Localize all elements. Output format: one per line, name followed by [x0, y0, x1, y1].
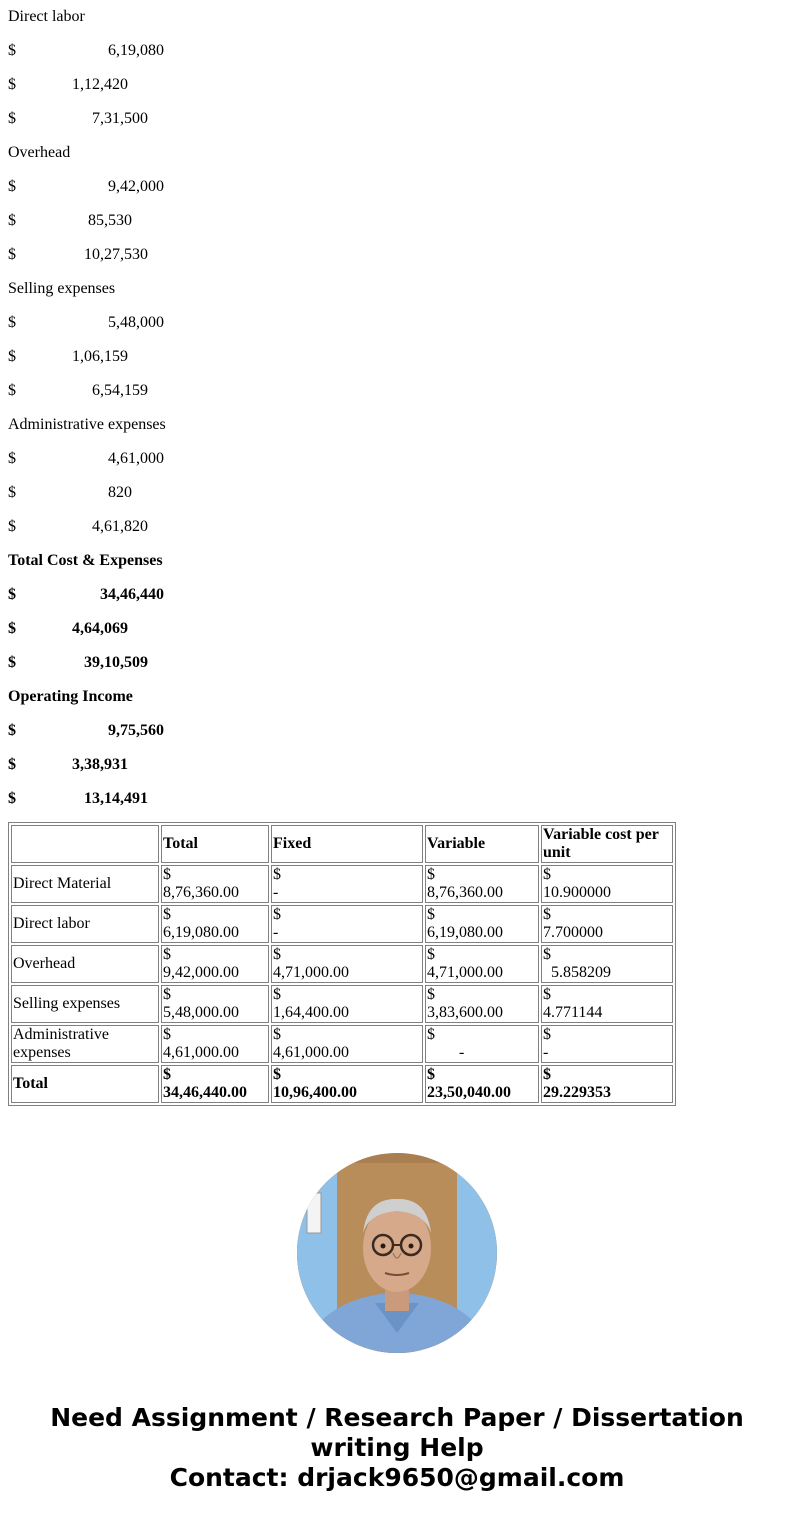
- cell-fixed: $ -: [271, 865, 423, 903]
- summary-amount-change: $ 3,38,931: [8, 756, 128, 773]
- summary-label: Administrative expenses: [8, 416, 166, 433]
- summary-block-administrative: [8, 408, 786, 544]
- summary-amount-total: $ 7,31,500: [8, 110, 148, 127]
- table-header-cell: Variable: [425, 825, 539, 863]
- contact-banner: [0, 1403, 794, 1493]
- table-header-cell: Total: [161, 825, 269, 863]
- table-header-cell: Fixed: [271, 825, 423, 863]
- cell-fixed: $ 1,64,400.00: [271, 985, 423, 1023]
- cta-line: writing Help: [310, 1433, 484, 1462]
- table-row: [11, 1025, 673, 1063]
- summary-block-overhead: [8, 136, 786, 272]
- summary-amount-fixed: $ 5,48,000: [8, 314, 164, 331]
- summary-amount-change: $ 1,06,159: [8, 348, 128, 365]
- cell-total: $ 34,46,440.00: [161, 1065, 269, 1103]
- cell-variable: $ 6,19,080.00: [425, 905, 539, 943]
- summary-label: Operating Income: [8, 688, 133, 705]
- cta-line: Need Assignment / Research Paper / Dissertation: [50, 1403, 744, 1432]
- summary-block-total-cost: [8, 544, 786, 680]
- cell-total: $ 5,48,000.00: [161, 985, 269, 1023]
- summary-amount-total: $ 4,61,820: [8, 518, 148, 535]
- summary-amount-change: $ 820: [8, 484, 132, 501]
- summary-amount-fixed: $ 4,61,000: [8, 450, 164, 467]
- row-label: Total: [11, 1065, 159, 1103]
- summary-amount-fixed: $ 9,42,000: [8, 178, 164, 195]
- cell-per-unit: $ 4.771144: [541, 985, 673, 1023]
- cell-per-unit: $ 7.700000: [541, 905, 673, 943]
- summary-block-direct-labor: [8, 0, 786, 136]
- summary-label: Selling expenses: [8, 280, 116, 297]
- cell-per-unit: $ 5.858209: [541, 945, 673, 983]
- row-label: Direct labor: [11, 905, 159, 943]
- row-label: Overhead: [11, 945, 159, 983]
- summary-amount-total: $ 10,27,530: [8, 246, 148, 263]
- cell-per-unit: $ 10.900000: [541, 865, 673, 903]
- table-row: [11, 985, 673, 1023]
- cell-variable: $ 23,50,040.00: [425, 1065, 539, 1103]
- summary-amount-fixed: $ 9,75,560: [8, 722, 164, 739]
- cell-total: $ 9,42,000.00: [161, 945, 269, 983]
- cost-breakdown-table: [8, 822, 676, 1106]
- table-row: [11, 905, 673, 943]
- table-row: [11, 945, 673, 983]
- cell-per-unit: $ -: [541, 1025, 673, 1063]
- cell-total: $ 8,76,360.00: [161, 865, 269, 903]
- table-total-row: [11, 1065, 673, 1103]
- summary-amount-change: $ 1,12,420: [8, 76, 128, 93]
- summary-amount-total: $ 39,10,509: [8, 654, 148, 671]
- row-label: Selling expenses: [11, 985, 159, 1023]
- cell-fixed: $ 4,71,000.00: [271, 945, 423, 983]
- summary-label: Overhead: [8, 144, 71, 161]
- summary-amount-fixed: $ 34,46,440: [8, 586, 164, 603]
- summary-amount-fixed: $ 6,19,080: [8, 42, 164, 59]
- contact-email: Contact: drjack9650@gmail.com: [169, 1463, 625, 1492]
- cell-variable: $ 8,76,360.00: [425, 865, 539, 903]
- table-row: [11, 865, 673, 903]
- summary-amount-total: $ 6,54,159: [8, 382, 148, 399]
- summary-block-operating-income: [8, 680, 786, 816]
- summary-label: Total Cost & Expenses: [8, 552, 163, 569]
- row-label: Direct Material: [11, 865, 159, 903]
- cell-variable: $ 4,71,000.00: [425, 945, 539, 983]
- cell-variable: $ 3,83,600.00: [425, 985, 539, 1023]
- table-header-cell: [11, 825, 159, 863]
- author-avatar: [297, 1153, 497, 1353]
- summary-block-selling: [8, 272, 786, 408]
- cell-fixed: $ 4,61,000.00: [271, 1025, 423, 1063]
- row-label: Administrative expenses: [11, 1025, 159, 1063]
- table-header-row: [11, 825, 673, 863]
- summary-label: Direct labor: [8, 8, 85, 25]
- person-portrait-icon: [297, 1153, 497, 1353]
- cell-fixed: $ -: [271, 905, 423, 943]
- table-header-cell: Variable cost per unit: [541, 825, 673, 863]
- cell-variable: $ -: [425, 1025, 539, 1063]
- cell-total: $ 4,61,000.00: [161, 1025, 269, 1063]
- summary-amount-change: $ 85,530: [8, 212, 132, 229]
- cell-per-unit: $ 29.229353: [541, 1065, 673, 1103]
- cell-total: $ 6,19,080.00: [161, 905, 269, 943]
- summary-amount-total: $ 13,14,491: [8, 790, 148, 807]
- summary-amount-change: $ 4,64,069: [8, 620, 128, 637]
- cell-fixed: $ 10,96,400.00: [271, 1065, 423, 1103]
